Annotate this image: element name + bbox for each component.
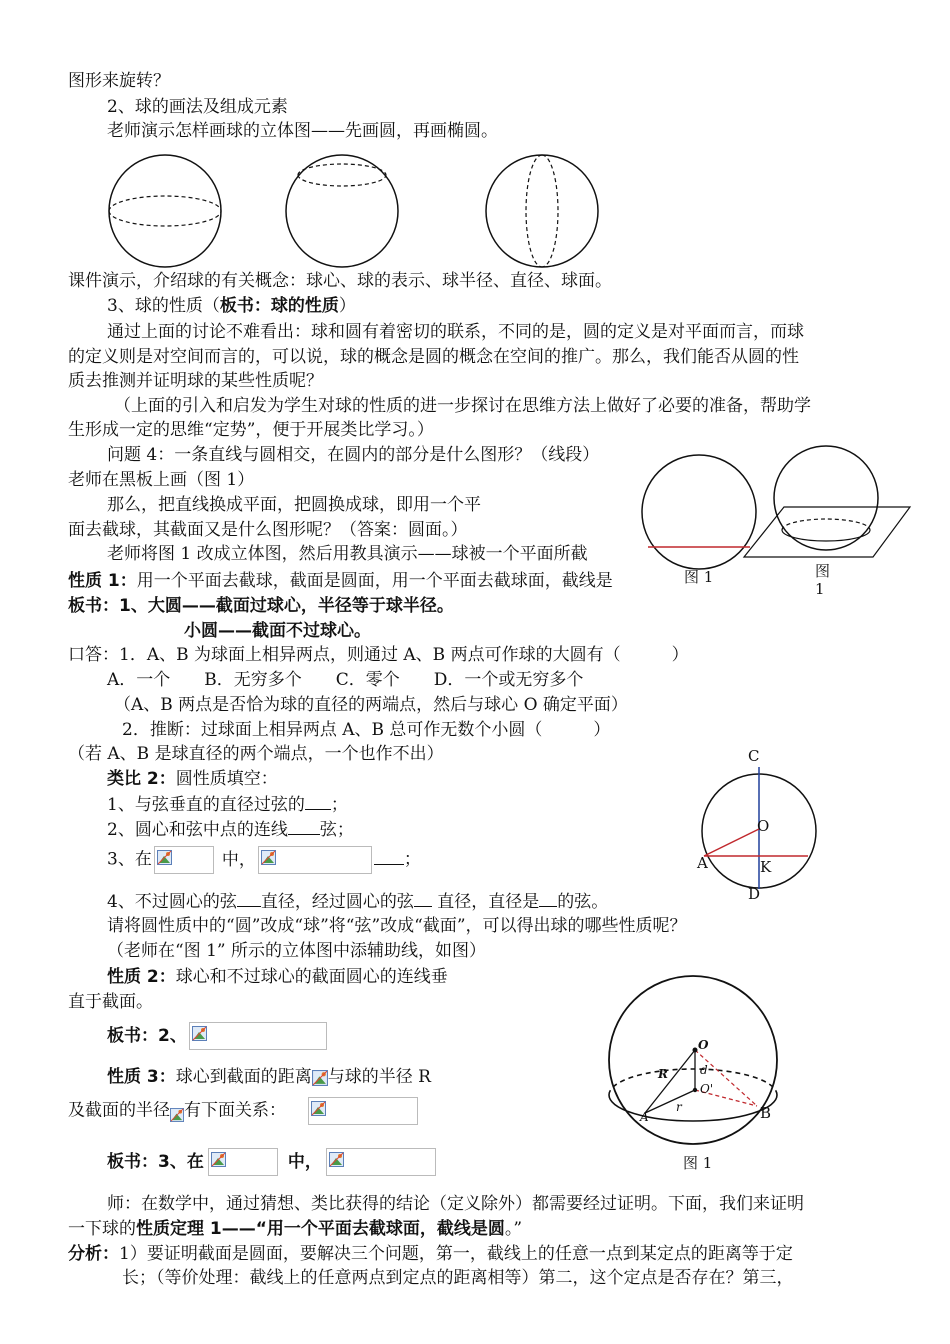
text-line: （A、B 两点是否恰为球的直径的两端点，然后与球心 O 确定平面） [114, 695, 628, 715]
label-o: O [757, 817, 770, 835]
figure-caption: 图 1 [684, 568, 714, 586]
image-placeholder-icon [157, 850, 172, 865]
label-k: K [760, 858, 772, 876]
equation-image-placeholder [189, 1022, 327, 1050]
analysis: 分析：1）要证明截面是圆面，要解决三个问题，第一，截线上的任意一点到某定点的距离等于定 [68, 1244, 793, 1264]
board-note-1: 板书：1、大圆——截面过球心，半径等于球半径。 [68, 596, 454, 616]
equation-image-placeholder [308, 1097, 418, 1125]
figure-circle-diameter-chord [697, 772, 812, 890]
text-line: 老师演示怎样画球的立体图——先画圆，再画椭圆。 [107, 121, 498, 141]
text-line: （若 A、B 是球直径的两个端点，一个也作不出） [68, 744, 444, 764]
image-placeholder-icon [329, 1152, 344, 1167]
equation-image-placeholder [326, 1148, 436, 1176]
text-line: 直于截面。 [68, 992, 153, 1012]
image-placeholder-icon [170, 1108, 184, 1122]
text-line: 师：在数学中，通过猜想、类比获得的结论（定义除外）都需要经过证明。下面，我们来证明 [107, 1194, 804, 1214]
options: A．一个 B．无穷多个 C．零个 D．一个或无穷多个 [107, 670, 584, 690]
fill-blank-1: 1、与弦垂直的直径过弦的 ； [107, 795, 348, 815]
blank[interactable] [288, 818, 320, 835]
question-4: 问题 4：一条直线与圆相交，在圆内的部分是什么图形？（线段） [107, 445, 600, 465]
blank[interactable] [539, 890, 557, 907]
label-r-small: r [676, 1100, 682, 1114]
fill-blank-2: 2、圆心和弦中点的连线 弦； [107, 820, 354, 840]
board-note-2: 板书：2、 [107, 1022, 329, 1050]
text-line: 那么，把直线换成平面，把圆换成球，即用一个平 [107, 495, 481, 515]
property-1: 性质 1：用一个平面去截球，截面是圆面，用一个平面去截球面，截线是 [68, 571, 613, 591]
label-o: O [698, 1038, 709, 1052]
text-line: 生形成一定的思维“定势”，便于开展类比学习。） [68, 420, 434, 440]
property-2: 性质 2：球心和不过球心的截面圆心的连线垂 [107, 967, 448, 987]
figure-caption: 图 [815, 562, 831, 580]
label-d: d [700, 1063, 708, 1077]
figure-sphere-plane [742, 445, 917, 560]
text-line: 的定义则是对空间而言的，可以说，球的概念是圆的概念在空间的推广。那么，我们能否从圆的性 [68, 347, 799, 367]
text-line: （老师在“图 1” 所示的立体图中添辅助线，如图） [107, 941, 487, 961]
label-r-big: R [658, 1067, 668, 1081]
image-placeholder-icon [211, 1152, 226, 1167]
label-b: B [760, 1104, 772, 1122]
image-placeholder-icon [311, 1101, 326, 1116]
text-line: 面去截球，其截面又是什么图形呢？（答案：圆面。） [68, 520, 468, 540]
text-line: 质去推测并证明球的某些性质呢？ [68, 371, 323, 391]
image-placeholder-icon [312, 1070, 328, 1086]
figure-sphere-cross-section [605, 970, 785, 1155]
sphere-drawing-2 [284, 155, 404, 267]
image-placeholder-icon [261, 850, 276, 865]
sphere-drawing-1 [106, 155, 226, 267]
label-a: A [697, 854, 708, 872]
figure-caption: 图 1 [683, 1154, 713, 1172]
blank[interactable] [237, 890, 261, 907]
property-3: 性质 3：球心到截面的距离 与球的半径 R [107, 1067, 431, 1087]
section-heading-2: 2、球的画法及组成元素 [107, 97, 288, 117]
analogy-2: 类比 2：圆性质填空： [107, 769, 278, 789]
figure-caption: 1 [815, 580, 825, 598]
label-o-prime: O' [700, 1082, 714, 1096]
blank[interactable] [374, 848, 404, 865]
section-heading-3: 3、球的性质（板书：球的性质） [107, 296, 356, 316]
text-line: 老师将图 1 改成立体图，然后用教具演示——球被一个平面所截 [107, 544, 588, 564]
text-line: 老师在黑板上画（图 1） [68, 470, 255, 490]
image-placeholder-icon [192, 1026, 207, 1041]
text-line: 图形来旋转？ [68, 71, 170, 91]
equation-image-placeholder [258, 846, 372, 874]
text-line: 课件演示，介绍球的有关概念：球心、球的表示、球半径、直径、球面。 [68, 271, 612, 291]
fill-blank-3: 3、在 中， ； [107, 846, 421, 874]
text-line: （上面的引入和启发为学生对球的性质的进一步探讨在思维方法上做好了必要的准备，帮助学 [114, 396, 811, 416]
blank[interactable] [305, 793, 331, 810]
fill-blank-4: 4、不过圆心的弦 直径，经过圆心的弦 直径，直径是 的弦。 [107, 892, 609, 912]
blank[interactable] [414, 890, 432, 907]
text-line: 请将圆性质中的“圆”改成“球”将“弦”改成“截面”，可以得出球的哪些性质呢？ [107, 916, 687, 936]
board-note-3: 板书：3、在 中， [107, 1148, 438, 1176]
equation-image-placeholder [154, 846, 214, 874]
text-line: 通过上面的讨论不难看出：球和圆有着密切的联系，不同的是，圆的定义是对平面而言，而球 [107, 322, 804, 342]
oral-question-1: 口答：1．A、B 为球面上相异两点，则通过 A、B 两点可作球的大圆有（ ） [68, 645, 689, 665]
theorem-line: 一下球的性质定理 1——“用一个平面去截球面，截线是圆。” [68, 1219, 523, 1239]
label-d: D [748, 885, 761, 903]
equation-image-placeholder [208, 1148, 278, 1176]
text-line: 长；（等价处理：截线上的任意两点到定点的距离相等）第二，这个定点是否存在？第三， [122, 1268, 794, 1288]
label-a: A [640, 1110, 649, 1124]
oral-question-2: 2．推断：过球面上相异两点 A、B 总可作无数个小圆（ ） [122, 720, 611, 740]
text-line: 及截面的半径 有下面关系： [68, 1097, 420, 1125]
sphere-drawing-3 [486, 155, 606, 267]
board-note-1b: 小圆——截面不过球心。 [184, 621, 371, 641]
label-c: C [748, 747, 760, 765]
